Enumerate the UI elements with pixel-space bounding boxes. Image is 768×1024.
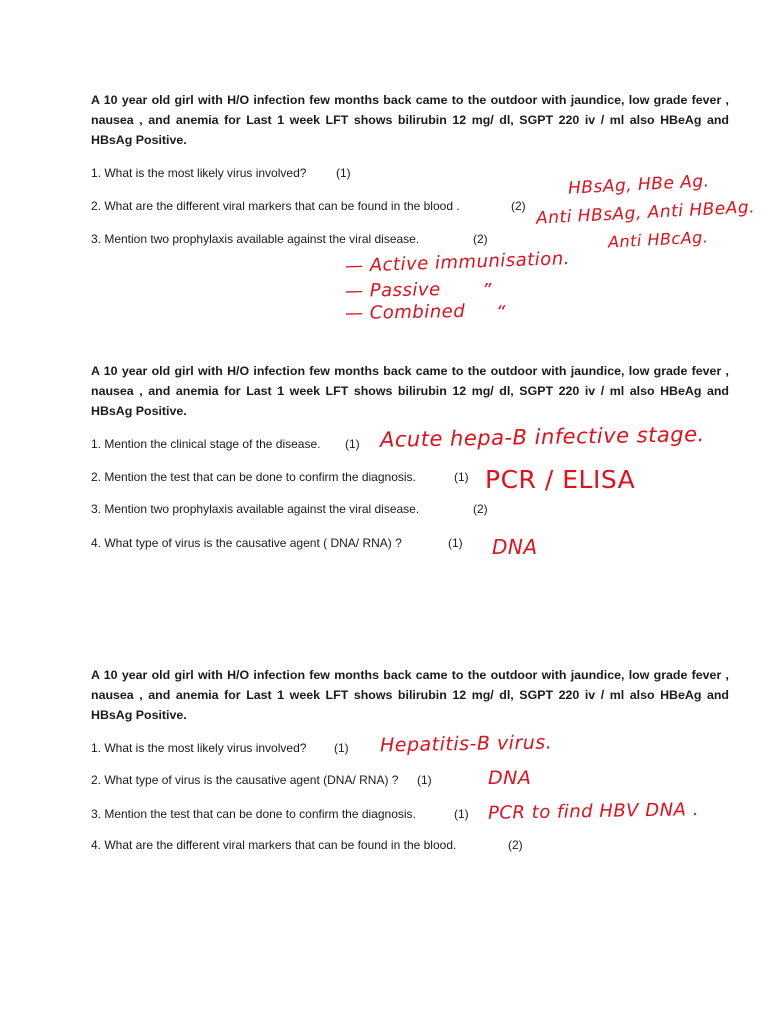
question-marks: (1) [334,741,349,755]
handwritten-ditto-mark: “ [496,302,506,323]
handwritten-ditto-mark: ” [482,280,492,301]
question-2 [91,772,432,788]
question-marks: (1) [454,470,469,484]
handwritten-answer: Acute hepa-B infective stage. [379,422,705,452]
question-3 [91,806,469,822]
handwritten-answer: DNA [488,767,532,789]
question-4 [91,535,463,551]
question-marks: (2) [473,232,488,246]
handwritten-answer: PCR to find HBV DNA . [487,799,700,824]
case-stem: A 10 year old girl with H/O infection few months back came to the outdoor with jaundice, low grade fever , nausea , and anemia for Last 1 week LFT shows bilirubin 12 mg/ dl, SGPT 220 iv / ml also HBeAg and HBsAg Positive. [91,93,729,147]
question-marks: (2) [473,502,488,516]
handwritten-answer: — Combined [344,300,466,325]
question-marks: (2) [511,199,526,213]
question-text: 2. What are the different viral markers that can be found in the blood . [91,199,460,213]
handwritten-answer: — Active immunisation. [344,248,571,277]
question-3 [91,501,488,517]
question-text: 4. What are the different viral markers that can be found in the blood. [91,838,457,852]
question-marks: (2) [508,838,523,852]
question-1 [91,740,349,756]
question-text: 3. Mention two prophylaxis available against the viral disease. [91,232,420,246]
question-marks: (1) [345,437,360,451]
question-2 [91,469,469,485]
question-1 [91,436,360,452]
question-3 [91,231,488,247]
question-text: 3. Mention two prophylaxis available against the viral disease. [91,502,420,516]
question-text: 4. What type of virus is the causative agent ( DNA/ RNA) ? [91,536,402,550]
question-text: 3. Mention the test that can be done to confirm the diagnosis. [91,807,416,821]
question-marks: (1) [448,536,463,550]
handwritten-answer: DNA [492,535,538,559]
handwritten-answer: PCR / ELISA [485,465,636,494]
question-marks: (1) [417,773,432,787]
question-marks: (1) [454,807,469,821]
handwritten-answer: Hepatitis-B virus. [379,731,553,757]
question-1 [91,165,351,181]
question-4 [91,837,523,853]
handwritten-answer: — Passive [344,279,441,302]
case-stem: A 10 year old girl with H/O infection few months back came to the outdoor with jaundice, low grade fever , nausea , and anemia for Last 1 week LFT shows bilirubin 12 mg/ dl, SGPT 220 iv / ml also HBeAg and HBsAg Positive. [91,668,729,722]
handwritten-answer: Anti HBsAg, Anti HBeAg. [535,197,756,229]
question-2 [91,198,526,214]
question-text: 1. What is the most likely virus involved? [91,741,307,755]
question-marks: (1) [336,166,351,180]
case-stem: A 10 year old girl with H/O infection few months back came to the outdoor with jaundice, low grade fever , nausea , and anemia for Last 1 week LFT shows bilirubin 12 mg/ dl, SGPT 220 iv / ml also HBeAg and HBsAg Positive. [91,364,729,418]
question-text: 2. Mention the test that can be done to confirm the diagnosis. [91,470,416,484]
question-text: 1. What is the most likely virus involved? [91,166,307,180]
handwritten-answer: Anti HBcAg. [607,227,709,252]
question-text: 1. Mention the clinical stage of the disease. [91,437,321,451]
question-text: 2. What type of virus is the causative agent (DNA/ RNA) ? [91,773,399,787]
handwritten-answer: HBsAg, HBe Ag. [567,171,711,199]
